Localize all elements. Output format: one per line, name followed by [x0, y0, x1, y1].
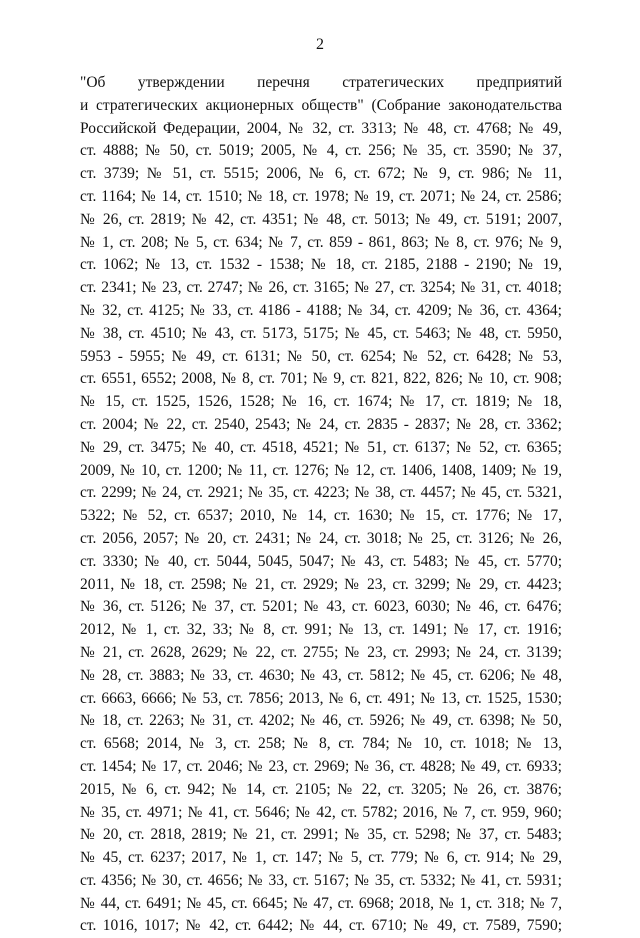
text-line: № 32, ст. 4125; № 33, ст. 4186 - 4188; № 34, ст. 4209; № 36, ст. 4364; [80, 301, 562, 319]
text-line: ст. 1016, 1017; № 42, ст. 6442; № 44, ст. 6710; № 49, ст. 7589, 7590; [80, 917, 562, 935]
page-number: 2 [316, 36, 324, 53]
text-line: ст. 1454; № 17, ст. 2046; № 23, ст. 2969; № 36, ст. 4828; № 49, ст. 6933; [80, 757, 562, 775]
text-line: ст. 1164; № 14, ст. 1510; № 18, ст. 1978; № 19, ст. 2071; № 24, ст. 2586; [80, 187, 562, 205]
text-line: 2012, № 1, ст. 32, 33; № 8, ст. 991; № 13, ст. 1491; № 17, ст. 1916; [80, 621, 562, 639]
text-line: ст. 3739; № 51, ст. 5515; 2006, № 6, ст. 672; № 9, ст. 986; № 11, [80, 165, 562, 183]
text-line: № 29, ст. 3475; № 40, ст. 4518, 4521; № 51, ст. 6137; № 52, ст. 6365; [80, 438, 562, 456]
text-line: № 28, ст. 3883; № 33, ст. 4630; № 43, ст. 5812; № 45, ст. 6206; № 48, [80, 666, 562, 684]
text-line: 5322; № 52, ст. 6537; 2010, № 14, ст. 1630; № 15, ст. 1776; № 17, [80, 507, 562, 525]
text-line: ст. 6663, 6666; № 53, ст. 7856; 2013, № 6, ст. 491; № 13, ст. 1525, 1530; [80, 689, 562, 707]
text-line: № 15, ст. 1525, 1526, 1528; № 16, ст. 1674; № 17, ст. 1819; № 18, [80, 393, 562, 411]
text-line: ст. 4888; № 50, ст. 5019; 2005, № 4, ст. 256; № 35, ст. 3590; № 37, [80, 142, 562, 160]
text-line: 5953 - 5955; № 49, ст. 6131; № 50, ст. 6254; № 52, ст. 6428; № 53, [80, 347, 562, 365]
text-line: № 36, ст. 5126; № 37, ст. 5201; № 43, ст. 6023, 6030; № 46, ст. 6476; [80, 598, 562, 616]
text-line: 2009, № 10, ст. 1200; № 11, ст. 1276; № 12, ст. 1406, 1408, 1409; № 19, [80, 461, 562, 479]
text-line: ст. 2299; № 24, ст. 2921; № 35, ст. 4223; № 38, ст. 4457; № 45, ст. 5321, [80, 484, 562, 502]
text-line: ст. 3330; № 40, ст. 5044, 5045, 5047; № 43, ст. 5483; № 45, ст. 5770; [80, 552, 562, 570]
text-line: № 35, ст. 4971; № 41, ст. 5646; № 42, ст. 5782; 2016, № 7, ст. 959, 960; [80, 803, 562, 821]
text-line: "Об утверждении перечня стратегических предприятий [80, 74, 562, 91]
text-line: № 21, ст. 2628, 2629; № 22, ст. 2755; № 23, ст. 2993; № 24, ст. 3139; [80, 643, 562, 661]
text-line: ст. 2004; № 22, ст. 2540, 2543; № 24, ст. 2835 - 2837; № 28, ст. 3362; [80, 415, 562, 433]
text-line: № 18, ст. 2263; № 31, ст. 4202; № 46, ст. 5926; № 49, ст. 6398; № 50, [80, 712, 562, 730]
text-line: и стратегических акционерных обществ" (Собрание законодательства [80, 96, 562, 114]
text-line: ст. 2056, 2057; № 20, ст. 2431; № 24, ст. 3018; № 25, ст. 3126; № 26, [80, 529, 562, 547]
text-line: ст. 2341; № 23, ст. 2747; № 26, ст. 3165; № 27, ст. 3254; № 31, ст. 4018; [80, 279, 562, 297]
text-line: ст. 6568; 2014, № 3, ст. 258; № 8, ст. 784; № 10, ст. 1018; № 13, [80, 735, 562, 753]
text-line: 2011, № 18, ст. 2598; № 21, ст. 2929; № 23, ст. 3299; № 29, ст. 4423; [80, 575, 562, 593]
text-line: № 38, ст. 4510; № 43, ст. 5173, 5175; № 45, ст. 5463; № 48, ст. 5950, [80, 324, 562, 342]
text-line: Российской Федерации, 2004, № 32, ст. 3313; № 48, ст. 4768; № 49, [80, 119, 562, 137]
text-line: № 45, ст. 6237; 2017, № 1, ст. 147; № 5, ст. 779; № 6, ст. 914; № 29, [80, 849, 562, 867]
text-line: ст. 6551, 6552; 2008, № 8, ст. 701; № 9, ст. 821, 822, 826; № 10, ст. 908; [80, 370, 562, 388]
text-line: ст. 1062; № 13, ст. 1532 - 1538; № 18, ст. 2185, 2188 - 2190; № 19, [80, 256, 562, 274]
text-line: № 44, ст. 6491; № 45, ст. 6645; № 47, ст. 6968; 2018, № 1, ст. 318; № 7, [80, 894, 562, 912]
text-line: № 1, ст. 208; № 5, ст. 634; № 7, ст. 859 - 861, 863; № 8, ст. 976; № 9, [80, 233, 562, 251]
text-line: № 26, ст. 2819; № 42, ст. 4351; № 48, ст. 5013; № 49, ст. 5191; 2007, [80, 210, 562, 228]
text-line: 2015, № 6, ст. 942; № 14, ст. 2105; № 22, ст. 3205; № 26, ст. 3876; [80, 780, 562, 798]
body-text [80, 72, 562, 938]
text-line: № 20, ст. 2818, 2819; № 21, ст. 2991; № 35, ст. 5298; № 37, ст. 5483; [80, 826, 562, 844]
text-line: ст. 4356; № 30, ст. 4656; № 33, ст. 5167; № 35, ст. 5332; № 41, ст. 5931; [80, 871, 562, 889]
